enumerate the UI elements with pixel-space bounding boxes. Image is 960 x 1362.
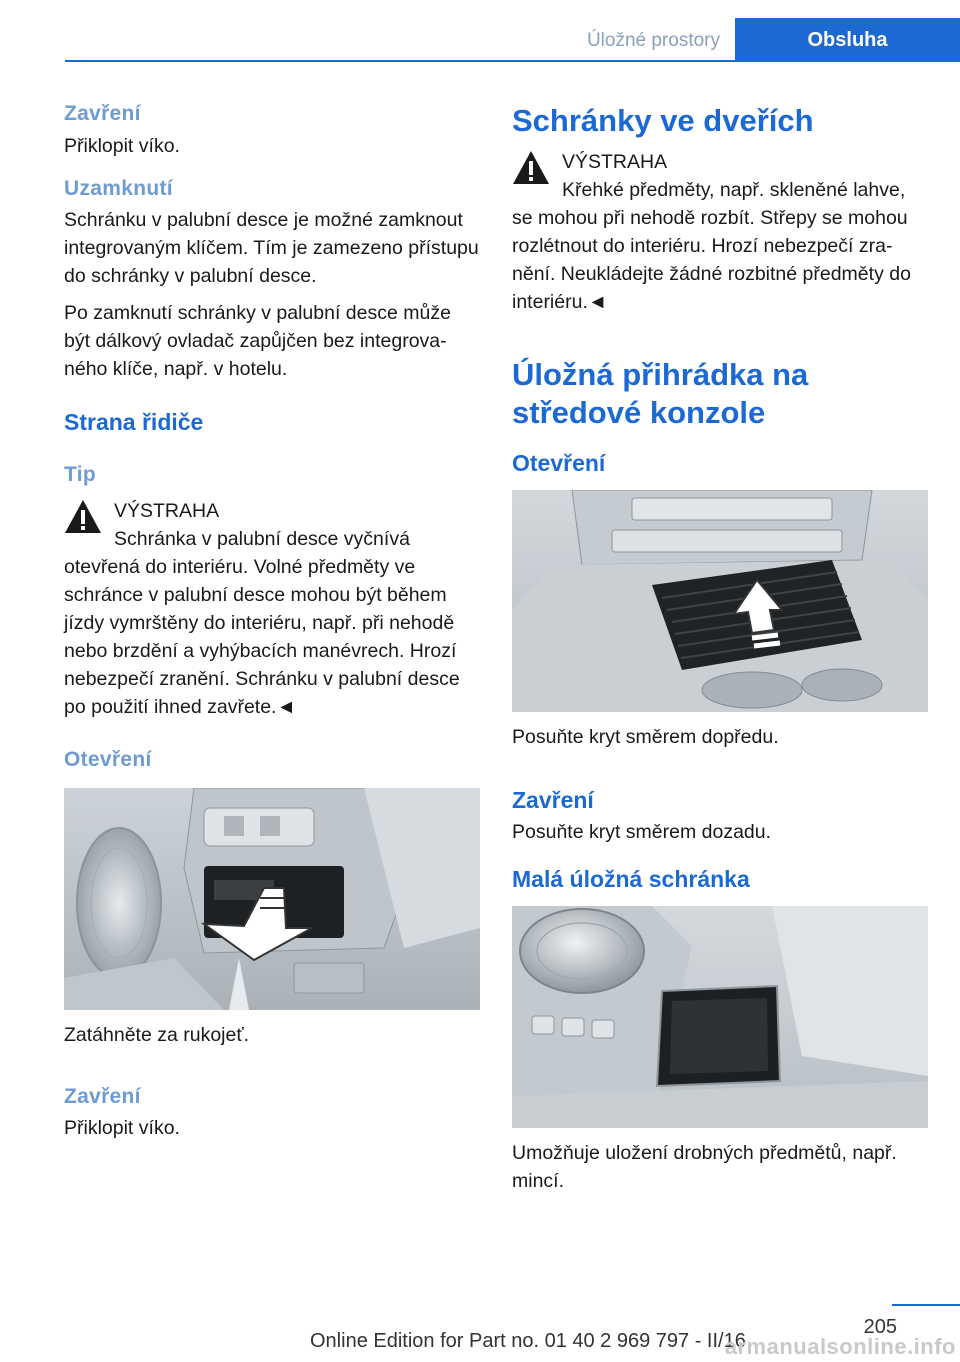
warning-label: VÝSTRAHA (114, 500, 220, 522)
center-console-figure (512, 490, 928, 712)
closing-text-2: Přiklopit víko. (64, 1117, 180, 1139)
right-column (512, 100, 930, 1195)
page-number: 205 (863, 1316, 897, 1338)
opening-caption: Zatáhněte za rukojeť. (64, 1024, 250, 1046)
driver-side-heading: Strana řidiče (64, 409, 204, 435)
locking-heading: Uzamknutí (64, 177, 173, 200)
edition-note: Online Edition for Part no. 01 40 2 969 797 - II/16 (310, 1330, 746, 1352)
console-closing-heading: Zavření (512, 787, 594, 813)
warning-text: Křehké předměty, např. skleněné lahve, se mohou při nehodě rozbít. Střepy se mohou rozlétnout do interiéru. Hrozí nebezpečí zra‐ nění. Neukládejte žádné rozbitné předměty do interiéru.◄ (512, 179, 911, 313)
tip-warning (64, 497, 482, 721)
warning-text: Schránka v palubní desce vyčnívá otevřená do interiéru. Volné předměty ve schránce v palubní desce mohou být během jízdy vymrštěny do interiéru, např. při nehodě nebo brzdění a vyhýbacích manévrech. Hrozí nebezpečí zranění. Schránku v palubní desce po použití ihned zavřete.◄ (64, 528, 460, 718)
small-compartment-heading: Malá úložná schránka (512, 866, 750, 892)
locking-paragraph-2: Po zamknutí schránky v palubní desce může být dálkový ovladač zapůjčen bez integrova‐ ného klíče, např. v hotelu. (64, 302, 451, 380)
glovebox-figure (64, 788, 480, 1010)
watermark: armanualsonline.info (724, 1334, 956, 1359)
locking-paragraph-1: Schránku v palubní desce je možné zamknout integrovaným klíčem. Tím je zamezeno přístupu do schránky v palubní desce. (64, 209, 479, 287)
tip-heading: Tip (64, 463, 97, 486)
console-opening-heading: Otevření (512, 450, 606, 476)
center-console-heading: Úložná přihrádka na středové konzole (512, 357, 809, 430)
warning-label: VÝSTRAHA (562, 151, 668, 173)
warning-icon (512, 150, 550, 185)
door-pockets-heading: Schránky ve dveřích (512, 103, 814, 138)
console-opening-caption: Posuňte kryt směrem dopředu. (512, 726, 779, 748)
footer-rule (892, 1304, 960, 1306)
warning-icon (64, 499, 102, 534)
page-header (65, 18, 960, 62)
small-compartment-caption: Umožňuje uložení drobných předmětů, např. mincí. (512, 1142, 897, 1192)
left-column (64, 100, 482, 1142)
console-closing-text: Posuňte kryt směrem dozadu. (512, 821, 772, 843)
closing-heading-2: Zavření (64, 1085, 141, 1108)
chapter-tab: Obsluha (735, 18, 960, 62)
opening-heading: Otevření (64, 748, 152, 771)
small-compartment-figure (512, 906, 928, 1128)
door-warning (512, 148, 930, 316)
closing-text: Přiklopit víko. (64, 135, 180, 157)
section-title: Úložné prostory (586, 30, 720, 51)
closing-heading: Zavření (64, 102, 141, 125)
